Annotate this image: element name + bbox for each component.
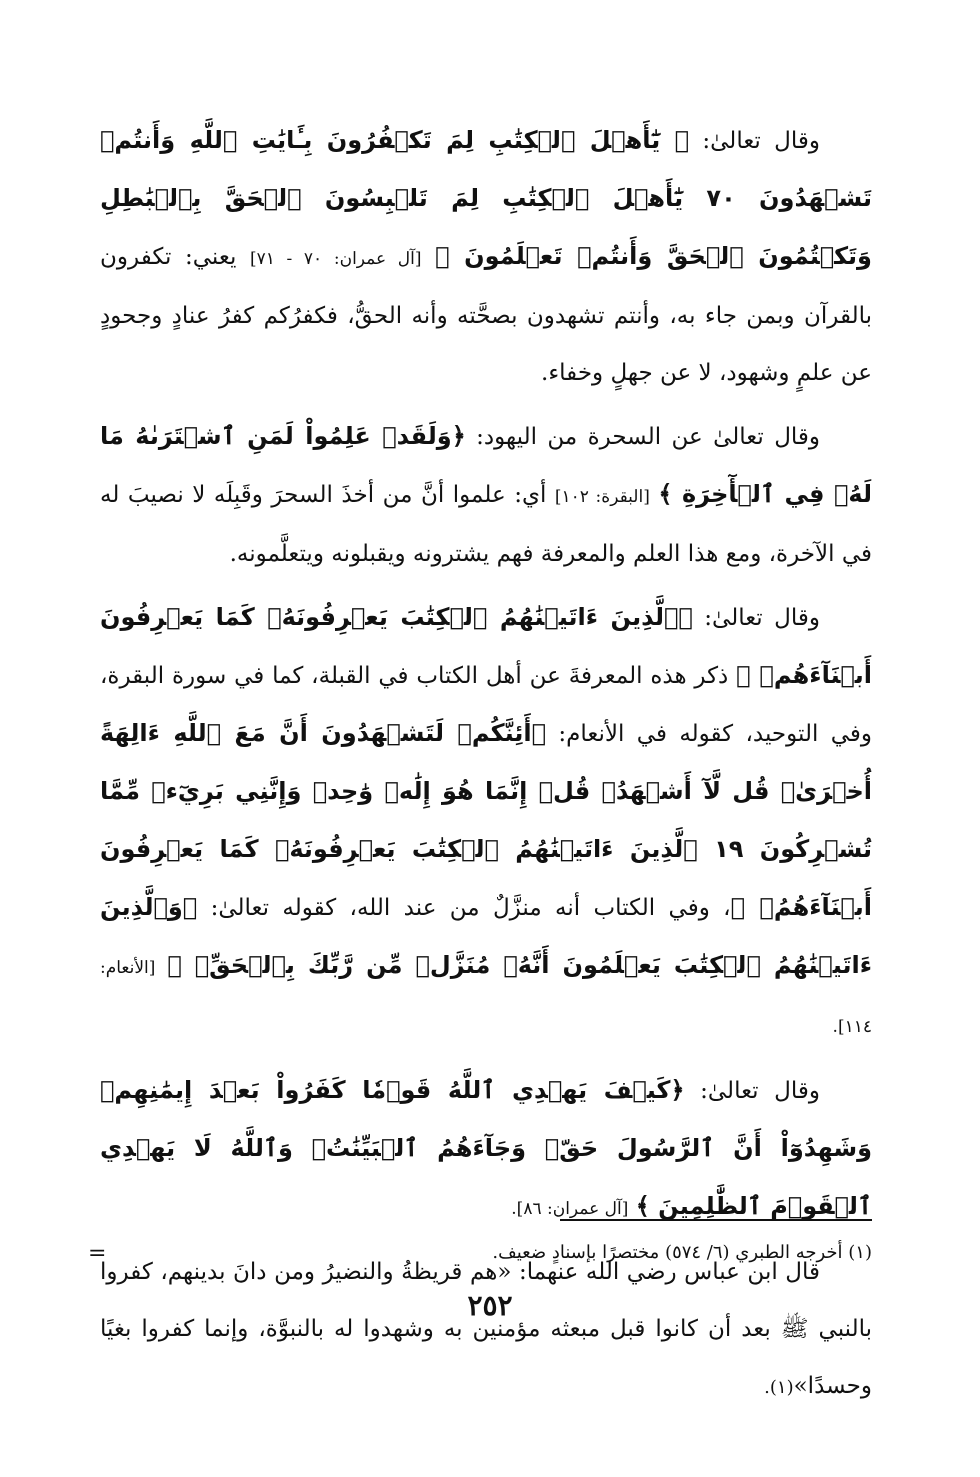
verse-al-imran-86: ﴿كَيۡفَ يَهۡدِي ٱللَّهُ قَوۡمٗا كَفَرُواْ بَعۡدَ إِيمَٰنِهِمۡ وَشَهِدُوٓاْ أَنَّ ٱلرَّسُولَ حَقّٞ وَجَآءَهُمُ ٱلۡبَيِّنَٰتُۚ وَٱللَّهُ لَا يَهۡدِي ٱلۡقَوۡمَ ٱلظَّٰلِمِينَ ﴾ xyxy=(100,1076,872,1220)
para-4-lead: وقال تعالىٰ: xyxy=(700,1078,820,1104)
verse-reference: [الأنعام: ١١٤]. xyxy=(100,958,872,1037)
para-3-body: ذكر هذه المعرفةَ عن أهل الكتاب في القبلة، كما في سورة البقرة، وفي التوحيد، كقوله في الأنعام: xyxy=(100,663,872,747)
verse-al-anam-114: ﴿وَٱلَّذِينَ ءَاتَيۡنَٰهُمُ ٱلۡكِتَٰبَ يَعۡلَمُونَ أَنَّهُۥ مُنَزَّلٞ مِّن رَّبِّكَ بِٱلۡحَقِّۖ ﴾ xyxy=(100,893,873,979)
paragraph-3 xyxy=(100,589,872,1056)
page-number: ٢٥٢ xyxy=(467,1289,513,1322)
para-5-lead: قال ابن عباس رضي الله عنهما: xyxy=(519,1259,820,1285)
ibn-abbas-quote: «هم قريظةُ والنضيرُ ومن دانَ بدينهم، كفروا بالنبي ﷺ بعد أن كانوا قبل مبعثه مؤمنين به وشهدوا له بالنبوَّة، وإنما كفروا بغيًا وحسدًا» xyxy=(100,1259,872,1399)
footnote: (١) أخرجه الطبري (٦/ ٥٧٤) مختصرًا بإسنادٍ ضعيف. xyxy=(492,1242,872,1263)
verse-al-baqarah-102: ﴿وَلَقَدۡ عَلِمُواْ لَمَنِ ٱشۡتَرَىٰهُ مَا لَهُۥ فِي ٱلۡأٓخِرَةِ ﴾ xyxy=(100,422,873,508)
verse-al-anam-19-20: ﴿أَئِنَّكُمۡ لَتَشۡهَدُونَ أَنَّ مَعَ ٱللَّهِ ءَالِهَةً أُخۡرَىٰۚ قُل لَّآ أَشۡهَدُۚ قُلۡ إِنَّمَا هُوَ إِلَٰهٞ وَٰحِدٞ وَإِنَّنِي بَرِيٓءٞ مِّمَّا تُشۡرِكُونَ ١٩ ٱلَّذِينَ ءَاتَيۡنَٰهُمُ ٱلۡكِتَٰبَ يَعۡرِفُونَهُۥ كَمَا يَعۡرِفُونَ أَبۡنَآءَهُمُۘ ﴾ xyxy=(100,719,873,921)
paragraph-1 xyxy=(100,112,872,402)
verse-reference: [آل عمران: ٧٠ - ٧١] xyxy=(249,249,422,269)
para-3-body-2: ، وفي الكتاب أنه منزَّلٌ من عند الله، كقوله تعالىٰ: xyxy=(210,895,731,921)
para-1-body: يعني: تكفرون بالقرآن وبمن جاء به، وأنتم تشهدون بصحَّته وأنه الحقُّ، فكفرُكم كفرُ عنادٍ وجحودٍ عن علمٍ وشهود، لا عن جهلٍ وخفاء. xyxy=(100,244,872,386)
verse-reference: [آل عمران: ٨٦]. xyxy=(511,1199,629,1219)
verse-al-imran-70-71: ﴿ يَٰٓأَهۡلَ ٱلۡكِتَٰبِ لِمَ تَكۡفُرُونَ بِـَٔايَٰتِ ٱللَّهِ وَأَنتُمۡ تَشۡهَدُونَ ٧٠ يَٰٓأَهۡلَ ٱلۡكِتَٰبِ لِمَ تَلۡبِسُونَ ٱلۡحَقَّ بِٱلۡبَٰطِلِ وَتَكۡتُمُونَ ٱلۡحَقَّ وَأَنتُمۡ تَعۡلَمُونَ ﴾ xyxy=(100,126,872,270)
para-1-lead: وقال تعالىٰ: xyxy=(702,128,820,154)
footnote-divider xyxy=(560,1219,872,1221)
paragraph-2 xyxy=(100,408,872,583)
verse-al-baqarah-146: ﴿ٱلَّذِينَ ءَاتَيۡنَٰهُمُ ٱلۡكِتَٰبَ يَعۡرِفُونَهُۥ كَمَا يَعۡرِفُونَ أَبۡنَآءَهُمۡ ﴾ xyxy=(100,603,873,689)
para-3-lead: وقال تعالىٰ: xyxy=(704,605,820,631)
para-2-body: أي: علموا أنَّ من أخذَ السحرَ وقَبِلَه لا نصيبَ له في الآخرة، ومع هذا العلم والمعرفة فهم يشترونه ويقبلونه ويتعلَّمونه. xyxy=(100,482,872,567)
paragraph-4 xyxy=(100,1062,872,1238)
para-2-lead: وقال تعالىٰ عن السحرة من اليهود: xyxy=(476,424,821,450)
footnote-marker: (١). xyxy=(764,1377,794,1398)
continuation-mark: = xyxy=(88,1241,107,1266)
verse-reference: [البقرة: ١٠٢] xyxy=(554,487,650,507)
